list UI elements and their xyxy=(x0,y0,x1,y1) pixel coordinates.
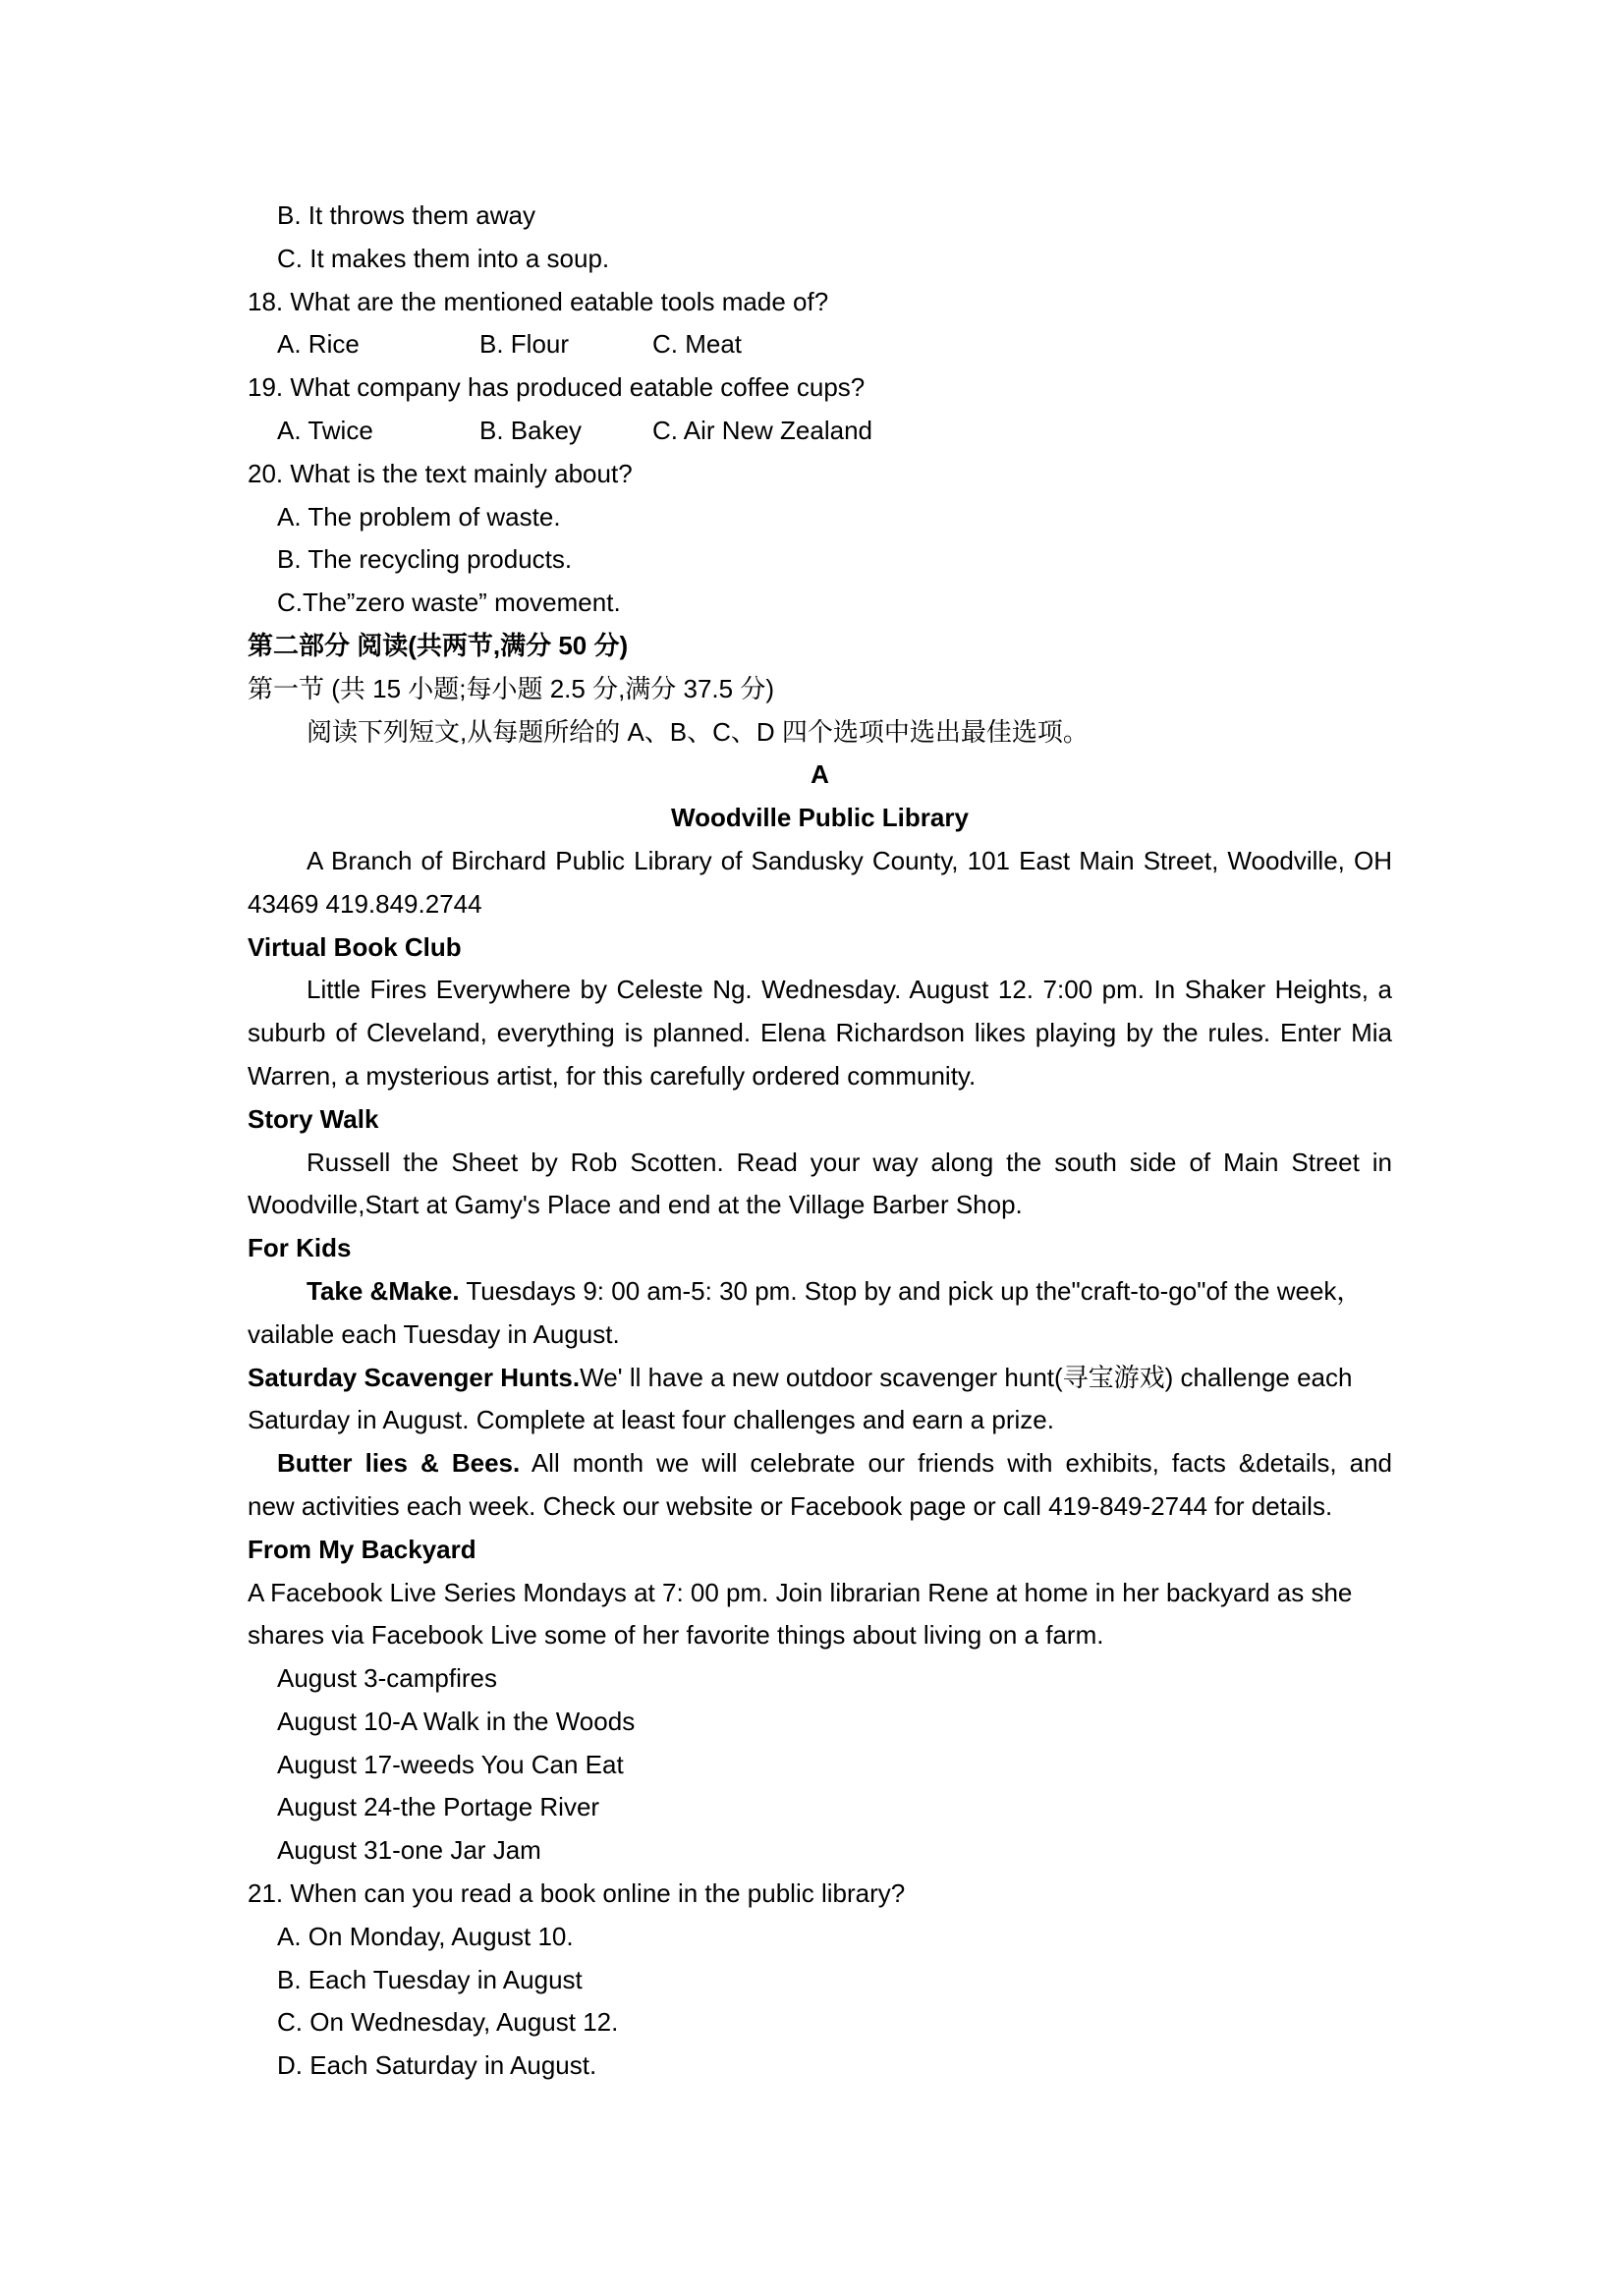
q20-option-c: C.The”zero waste” movement. xyxy=(277,588,621,618)
take-make-label: Take &Make. xyxy=(307,1275,460,1306)
backyard-line-2: shares via Facebook Live some of her favorite things about living on a farm. xyxy=(248,1620,1104,1651)
q21-stem: 21. When can you read a book online in the public library? xyxy=(248,1878,906,1909)
address-line-2: 43469 419.849.2744 xyxy=(248,888,482,919)
virtual-book-club-heading: Virtual Book Club xyxy=(248,931,462,962)
q21-option-c: C. On Wednesday, August 12. xyxy=(277,2007,619,2038)
q21-option-b: B. Each Tuesday in August xyxy=(277,1964,583,1994)
q20-option-a: A. The problem of waste. xyxy=(277,501,561,532)
scavenger-line-1 xyxy=(248,1357,1392,1400)
q20-stem: 20. What is the text mainly about? xyxy=(248,458,633,488)
schedule-item: August 10-A Walk in the Woods xyxy=(277,1706,636,1736)
vbc-line-2: suburb of Cleveland, everything is planned. Elena Richardson likes playing by the rules. Enter Mia xyxy=(248,1018,1392,1048)
schedule-item: August 3-campfires xyxy=(277,1663,497,1694)
vbc-line-3: Warren, a mysterious artist, for this carefully ordered community. xyxy=(248,1060,977,1091)
q18-options xyxy=(248,323,1392,366)
part2-heading: 第二部分 阅读(共两节,满分 50 分) xyxy=(248,630,629,660)
reading-instruction: 阅读下列短文,从每题所给的 A、B、C、D 四个选项中选出最佳选项。 xyxy=(307,716,1089,747)
q19-stem: 19. What company has produced eatable coffee cups? xyxy=(248,372,866,403)
vbc-line-1: Little Fires Everywhere by Celeste Ng. Wednesday. August 12. 7:00 pm. In Shaker Heights, a xyxy=(307,975,1392,1005)
q19-option-b: B. Bakey xyxy=(479,415,583,445)
sw-line-2: Woodville,Start at Gamy's Place and end at the Village Barber Shop. xyxy=(248,1190,1023,1220)
q19-options xyxy=(248,410,1392,453)
schedule-item: August 31-one Jar Jam xyxy=(277,1835,541,1866)
scavenger-label: Saturday Scavenger Hunts. xyxy=(248,1362,581,1392)
q17-option-b: B. It throws them away xyxy=(277,200,535,230)
take-make-line-2: vailable each Tuesday in August. xyxy=(248,1318,620,1349)
q18-option-b: B. Flour xyxy=(479,329,570,360)
sw-line-1: Russell the Sheet by Rob Scotten. Read your way along the south side of Main Street in xyxy=(307,1147,1392,1177)
passage-title: Woodville Public Library xyxy=(671,803,969,833)
page-content xyxy=(248,195,1392,2088)
q18-option-c: C. Meat xyxy=(652,329,743,360)
q17-option-c: C. It makes them into a soup. xyxy=(277,243,610,273)
q21-option-d: D. Each Saturday in August. xyxy=(277,2050,597,2081)
take-make-line-1 xyxy=(248,1270,1392,1314)
q19-option-c: C. Air New Zealand xyxy=(652,415,872,445)
schedule-item: August 17-weeds You Can Eat xyxy=(277,1749,624,1779)
scavenger-line-2: Saturday in August. Complete at least four challenges and earn a prize. xyxy=(248,1405,1054,1435)
butterflies-line-1 xyxy=(248,1442,1392,1485)
q20-option-b: B. The recycling products. xyxy=(277,544,573,575)
q21-option-a: A. On Monday, August 10. xyxy=(277,1921,574,1951)
q19-option-a: A. Twice xyxy=(277,415,373,445)
butterflies-line-2: new activities each week. Check our website or Facebook page or call 419-849-2744 for details. xyxy=(248,1490,1333,1521)
take-make-text: Tuesdays 9: 00 am-5: 30 pm. Stop by and pick up the"craft-to-go"of the week， xyxy=(459,1275,1363,1306)
schedule-item: August 24-the Portage River xyxy=(277,1792,600,1822)
butterflies-label: Butter lies & Bees. xyxy=(277,1448,521,1479)
backyard-line-1: A Facebook Live Series Mondays at 7: 00 pm. Join librarian Rene at home in her backyard as she xyxy=(248,1577,1353,1607)
for-kids-heading: For Kids xyxy=(248,1233,352,1263)
butterflies-text: All month we will celebrate our friends with exhibits, facts &details, and xyxy=(520,1448,1393,1479)
story-walk-heading: Story Walk xyxy=(248,1103,379,1134)
scavenger-text: We' ll have a new outdoor scavenger hunt(寻宝游戏) challenge each xyxy=(580,1362,1353,1392)
q18-option-a: A. Rice xyxy=(277,329,360,360)
passage-label: A xyxy=(811,759,829,790)
backyard-heading: From My Backyard xyxy=(248,1534,476,1564)
q18-stem: 18. What are the mentioned eatable tools made of? xyxy=(248,286,829,316)
address-line-1: A Branch of Birchard Public Library of Sandusky County, 101 East Main Street, Woodville, OH xyxy=(307,845,1392,875)
section1-heading: 第一节 (共 15 小题;每小题 2.5 分,满分 37.5 分) xyxy=(248,673,774,703)
